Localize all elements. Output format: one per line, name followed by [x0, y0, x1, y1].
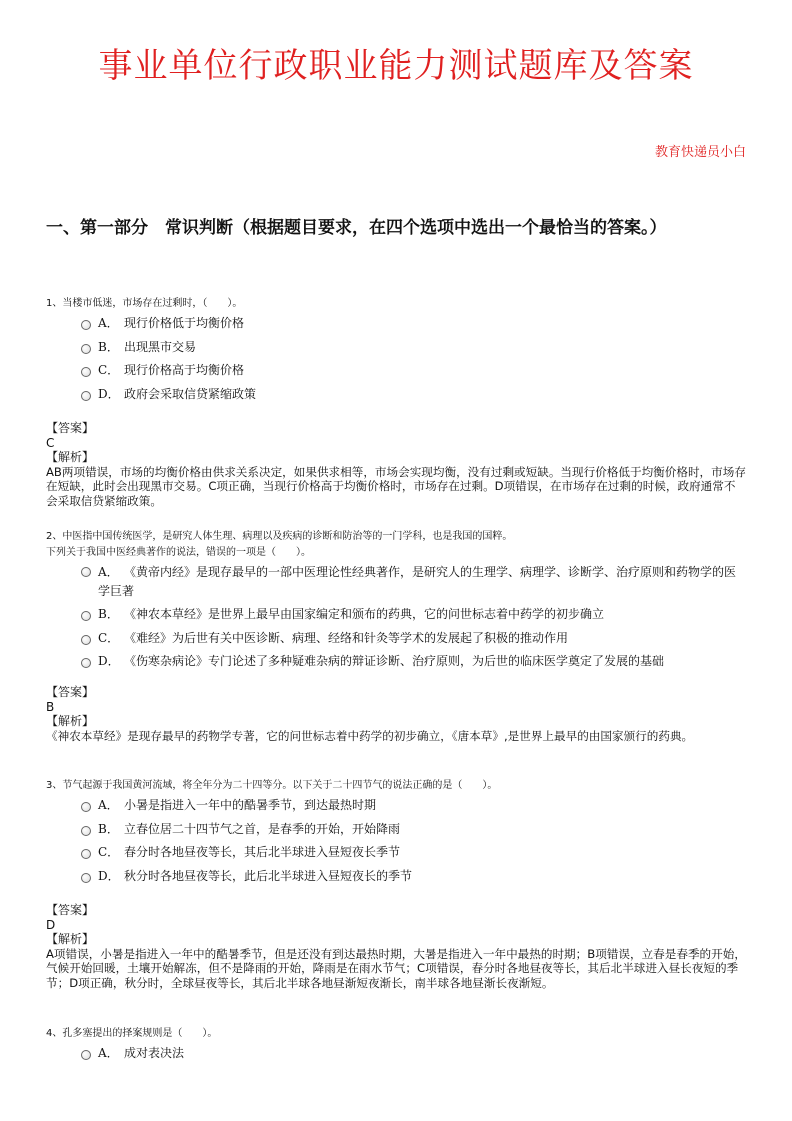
analysis-text: 《神农本草经》是现存最早的药物学专著，它的问世标志着中药学的初步确立，《唐本草》,是世界上最早的由国家颁行的药典。	[46, 728, 694, 743]
answer-label: 【答案】	[46, 685, 95, 699]
radio-icon[interactable]	[81, 826, 91, 836]
analysis-label: 【解析】	[46, 932, 95, 946]
answer-block-3	[46, 903, 746, 990]
author-name: 教育快递员小白	[654, 145, 746, 160]
answer-block-1	[46, 421, 746, 508]
radio-icon[interactable]	[81, 1050, 91, 1060]
option-b[interactable]: B． 立春位居二十四节气之首，是春季的开始，开始降雨	[46, 818, 746, 842]
option-a[interactable]: A． 现行价格低于均衡价格	[46, 312, 746, 336]
answer-block-2	[46, 685, 746, 743]
analysis-label: 【解析】	[46, 450, 95, 464]
option-d[interactable]: D． 秋分时各地昼夜等长，此后北半球进入昼短夜长的季节	[46, 865, 746, 889]
answer-label: 【答案】	[46, 421, 95, 435]
option-c[interactable]: C． 现行价格高于均衡价格	[46, 359, 746, 383]
option-d[interactable]: D． 政府会采取信贷紧缩政策	[46, 383, 746, 407]
analysis-text: A项错误，小暑是指进入一年中的酷暑季节，但是还没有到达最热时期，大暑是指进入一年中最热的时期；B项错误，立春是春季的开始，气候开始回暖，土壤开始解冻，但不是降雨的开始，降雨是在雨水节气；C项错误，春分时各地昼夜等长，其后北半球进入昼长夜短的季节；D项正确，秋分时，全球昼夜等长，其后北半球各地昼渐短夜渐长，南半球各地昼渐长夜渐短。	[46, 946, 746, 990]
option-c[interactable]: C． 《难经》为后世有关中医诊断、病理、经络和针灸等学术的发展起了积极的推动作用	[46, 627, 746, 651]
option-c[interactable]: C． 春分时各地昼夜等长，其后北半球进入昼短夜长季节	[46, 841, 746, 865]
radio-icon[interactable]	[81, 391, 91, 401]
answer-label: 【答案】	[46, 903, 95, 917]
option-d[interactable]: D． 《伤寒杂病论》专门论述了多种疑难杂病的辩证诊断、治疗原则，为后世的临床医学奠定了发展的基础	[46, 650, 746, 674]
radio-icon[interactable]	[81, 802, 91, 812]
option-a[interactable]: A． 小暑是指进入一年中的酷暑季节，到达最热时期	[46, 794, 746, 818]
radio-icon[interactable]	[81, 849, 91, 859]
radio-icon[interactable]	[81, 367, 91, 377]
radio-icon[interactable]	[81, 635, 91, 645]
question-stem-line-2: 下列关于我国中医经典著作的说法，错误的一项是（ ）。	[46, 547, 311, 558]
question-stem: 4、孔多塞提出的择案规则是（ ）。	[46, 1028, 218, 1039]
option-a[interactable]: A． 成对表决法	[46, 1042, 746, 1066]
analysis-text: AB两项错误，市场的均衡价格由供求关系决定，如果供求相等，市场会实现均衡，没有过剩或短缺。当现行价格低于均衡价格时，市场存在短缺，此时会出现黑市交易。C项正确，当现行价格高于均衡价格时，市场存在过剩。D项错误，在市场存在过剩的时候，政府通常不会采取信贷紧缩政策。	[46, 464, 746, 508]
radio-icon[interactable]	[81, 320, 91, 330]
radio-icon[interactable]	[81, 658, 91, 668]
option-b[interactable]: B． 《神农本草经》是世界上最早由国家编定和颁布的药典，它的问世标志着中药学的初步确立	[46, 603, 746, 627]
question-1	[46, 296, 746, 406]
document-title: 事业单位行政职业能力测试题库及答案	[98, 46, 694, 86]
question-stem: 3、节气起源于我国黄河流域，将全年分为二十四等分。以下关于二十四节气的说法正确的是（ ）。	[46, 780, 498, 791]
radio-icon[interactable]	[81, 611, 91, 621]
option-b[interactable]: B． 出现黑市交易	[46, 336, 746, 360]
radio-icon[interactable]	[81, 873, 91, 883]
option-a[interactable]: A． 《黄帝内经》是现存最早的一部中医理论性经典著作，是研究人的生理学、病理学、诊断学、治疗原则和药物学的医学巨著	[46, 561, 746, 603]
answer-value: C	[46, 435, 55, 450]
section-heading: 一、第一部分 常识判断（根据题目要求，在四个选项中选出一个最恰当的答案。）	[46, 218, 667, 238]
answer-value: B	[46, 699, 55, 714]
question-stem: 2、中医指中国传统医学，是研究人体生理、病理以及疾病的诊断和防治等的一门学科，也是我国的国粹。	[46, 531, 513, 542]
question-4	[46, 1026, 746, 1066]
question-stem: 1、当楼市低迷，市场存在过剩时，（ ）。	[46, 298, 243, 309]
question-2	[46, 529, 746, 674]
radio-icon[interactable]	[81, 344, 91, 354]
radio-icon[interactable]	[81, 567, 91, 577]
answer-value: D	[46, 917, 56, 932]
question-3	[46, 778, 746, 888]
analysis-label: 【解析】	[46, 714, 95, 728]
